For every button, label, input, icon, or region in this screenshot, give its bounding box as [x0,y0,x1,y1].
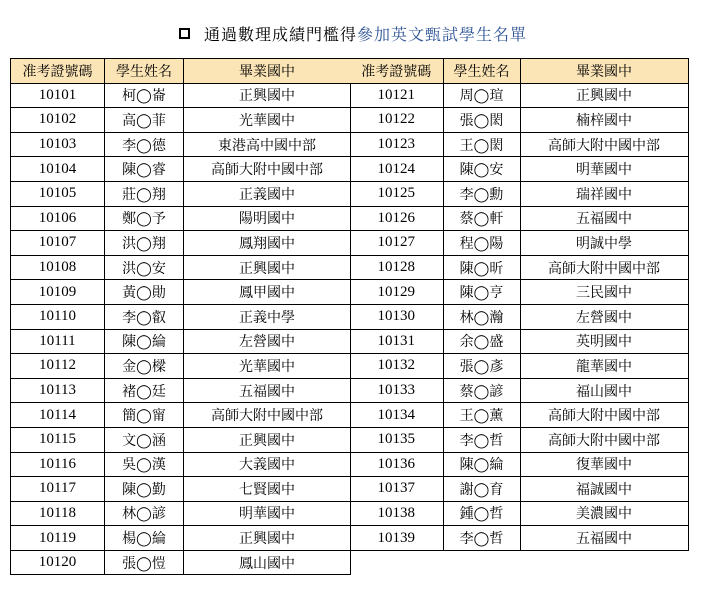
table-row [11,526,351,551]
cell-exam-number: 10125 [350,181,443,206]
title-part1: 通過數理成績門檻得 [203,24,357,44]
table-row [11,378,351,403]
table-row [11,403,351,428]
cell-exam-number: 10122 [350,108,443,133]
cell-junior-high: 五福國中 [184,378,351,403]
cell-student-name: 洪◯安 [105,255,184,280]
table-row [350,403,688,428]
table-header-row [350,59,688,84]
cell-exam-number: 10129 [350,280,443,305]
header-junior-high: 畢業國中 [520,59,688,84]
cell-exam-number: 10120 [11,550,105,575]
cell-exam-number: 10117 [11,477,105,502]
cell-junior-high: 高師大附中國中部 [520,427,688,452]
cell-junior-high: 復華國中 [520,452,688,477]
cell-exam-number: 10113 [11,378,105,403]
cell-student-name: 張◯閎 [443,108,520,133]
cell-student-name: 陳◯安 [443,157,520,182]
cell-exam-number: 10128 [350,255,443,280]
cell-student-name: 李◯勳 [443,181,520,206]
cell-junior-high: 楠梓國中 [520,108,688,133]
table-row [350,108,688,133]
cell-exam-number: 10101 [11,83,105,108]
table-row [11,206,351,231]
cell-student-name: 王◯薰 [443,403,520,428]
table-row [350,231,688,256]
cell-junior-high: 鳳翔國中 [184,231,351,256]
table-row [350,206,688,231]
table-row [350,329,688,354]
cell-exam-number: 10123 [350,132,443,157]
cell-junior-high: 光華國中 [184,108,351,133]
table-row [11,501,351,526]
cell-junior-high: 瑞祥國中 [520,181,688,206]
cell-exam-number: 10112 [11,354,105,379]
table-row [11,354,351,379]
table-row [11,452,351,477]
cell-student-name: 余◯盛 [443,329,520,354]
cell-student-name: 楊◯綸 [105,526,184,551]
cell-junior-high: 左營國中 [520,304,688,329]
student-table-left [10,58,351,575]
cell-student-name: 李◯叡 [105,304,184,329]
table-row [11,255,351,280]
cell-exam-number: 10127 [350,231,443,256]
table-row [350,354,688,379]
cell-student-name: 文◯涵 [105,427,184,452]
cell-junior-high: 七賢國中 [184,477,351,502]
table-row [11,477,351,502]
cell-exam-number: 10126 [350,206,443,231]
cell-exam-number: 10137 [350,477,443,502]
cell-student-name: 鄭◯予 [105,206,184,231]
cell-student-name: 程◯陽 [443,231,520,256]
cell-student-name: 金◯樑 [105,354,184,379]
cell-exam-number: 10102 [11,108,105,133]
cell-exam-number: 10103 [11,132,105,157]
cell-junior-high: 福誠國中 [520,477,688,502]
cell-exam-number: 10139 [350,526,443,551]
cell-student-name: 陳◯昕 [443,255,520,280]
cell-exam-number: 10114 [11,403,105,428]
cell-student-name: 張◯彥 [443,354,520,379]
table-row [11,132,351,157]
cell-student-name: 王◯閎 [443,132,520,157]
cell-student-name: 陳◯綸 [443,452,520,477]
cell-junior-high: 光華國中 [184,354,351,379]
page-title [0,18,706,48]
cell-exam-number: 10109 [11,280,105,305]
table-row [11,231,351,256]
table-row [11,329,351,354]
cell-student-name: 簡◯甯 [105,403,184,428]
cell-junior-high: 大義國中 [184,452,351,477]
cell-junior-high: 正興國中 [184,255,351,280]
cell-student-name: 洪◯翔 [105,231,184,256]
cell-student-name: 高◯菲 [105,108,184,133]
cell-junior-high: 英明國中 [520,329,688,354]
table-row [11,181,351,206]
cell-junior-high: 明華國中 [184,501,351,526]
cell-exam-number: 10116 [11,452,105,477]
table-row [350,83,688,108]
table-row [11,280,351,305]
cell-exam-number: 10121 [350,83,443,108]
cell-student-name: 李◯哲 [443,427,520,452]
table-row [11,304,351,329]
cell-student-name: 莊◯翔 [105,181,184,206]
cell-junior-high: 正興國中 [184,526,351,551]
cell-exam-number: 10130 [350,304,443,329]
cell-exam-number: 10106 [11,206,105,231]
cell-student-name: 蔡◯諺 [443,378,520,403]
checkbox-icon [179,28,190,39]
cell-junior-high: 三民國中 [520,280,688,305]
header-exam-number: 准考證號碼 [350,59,443,84]
cell-student-name: 謝◯育 [443,477,520,502]
cell-junior-high: 美濃國中 [520,501,688,526]
cell-student-name: 周◯瑄 [443,83,520,108]
header-exam-number: 准考證號碼 [11,59,105,84]
cell-exam-number: 10111 [11,329,105,354]
cell-junior-high: 五福國中 [520,526,688,551]
table-row [350,526,688,551]
cell-junior-high: 明誠中學 [520,231,688,256]
cell-junior-high: 正義國中 [184,181,351,206]
cell-exam-number: 10104 [11,157,105,182]
title-part2: 參加英文甄試學生名單 [357,24,528,44]
cell-junior-high: 高師大附中國中部 [520,255,688,280]
cell-exam-number: 10105 [11,181,105,206]
cell-junior-high: 龍華國中 [520,354,688,379]
table-row [350,181,688,206]
cell-junior-high: 左營國中 [184,329,351,354]
cell-junior-high: 正興國中 [184,427,351,452]
cell-student-name: 黃◯勛 [105,280,184,305]
header-student-name: 學生姓名 [443,59,520,84]
cell-junior-high: 正義中學 [184,304,351,329]
cell-exam-number: 10134 [350,403,443,428]
cell-student-name: 李◯哲 [443,526,520,551]
cell-junior-high: 正興國中 [520,83,688,108]
cell-student-name: 李◯德 [105,132,184,157]
cell-exam-number: 10138 [350,501,443,526]
student-table-right [350,58,689,551]
cell-exam-number: 10132 [350,354,443,379]
table-row [350,280,688,305]
cell-student-name: 林◯瀚 [443,304,520,329]
table-row [350,304,688,329]
cell-junior-high: 明華國中 [520,157,688,182]
cell-student-name: 吳◯漢 [105,452,184,477]
cell-junior-high: 五福國中 [520,206,688,231]
cell-junior-high: 鳳山國中 [184,550,351,575]
cell-exam-number: 10136 [350,452,443,477]
cell-junior-high: 正興國中 [184,83,351,108]
cell-student-name: 柯◯崙 [105,83,184,108]
cell-exam-number: 10115 [11,427,105,452]
table-row [350,427,688,452]
cell-junior-high: 高師大附中國中部 [184,403,351,428]
cell-student-name: 鍾◯哲 [443,501,520,526]
cell-student-name: 褚◯廷 [105,378,184,403]
table-row [350,157,688,182]
cell-exam-number: 10108 [11,255,105,280]
table-row [350,477,688,502]
cell-student-name: 林◯諺 [105,501,184,526]
cell-exam-number: 10124 [350,157,443,182]
table-row [350,378,688,403]
table-row [11,427,351,452]
cell-junior-high: 高師大附中國中部 [520,132,688,157]
cell-exam-number: 10119 [11,526,105,551]
cell-student-name: 陳◯睿 [105,157,184,182]
header-student-name: 學生姓名 [105,59,184,84]
table-row [350,501,688,526]
cell-exam-number: 10133 [350,378,443,403]
table-row [11,157,351,182]
table-row [350,132,688,157]
cell-exam-number: 10107 [11,231,105,256]
cell-junior-high: 高師大附中國中部 [520,403,688,428]
cell-student-name: 陳◯亨 [443,280,520,305]
table-row [11,108,351,133]
cell-junior-high: 鳳甲國中 [184,280,351,305]
table-row [350,255,688,280]
table-header-row [11,59,351,84]
cell-junior-high: 陽明國中 [184,206,351,231]
cell-junior-high: 福山國中 [520,378,688,403]
cell-student-name: 陳◯綸 [105,329,184,354]
cell-student-name: 蔡◯軒 [443,206,520,231]
table-row [11,83,351,108]
cell-student-name: 張◯愷 [105,550,184,575]
table-row [350,452,688,477]
cell-exam-number: 10110 [11,304,105,329]
table-row [11,550,351,575]
cell-exam-number: 10118 [11,501,105,526]
cell-junior-high: 東港高中國中部 [184,132,351,157]
cell-junior-high: 高師大附中國中部 [184,157,351,182]
cell-student-name: 陳◯勤 [105,477,184,502]
header-junior-high: 畢業國中 [184,59,351,84]
cell-exam-number: 10131 [350,329,443,354]
cell-exam-number: 10135 [350,427,443,452]
